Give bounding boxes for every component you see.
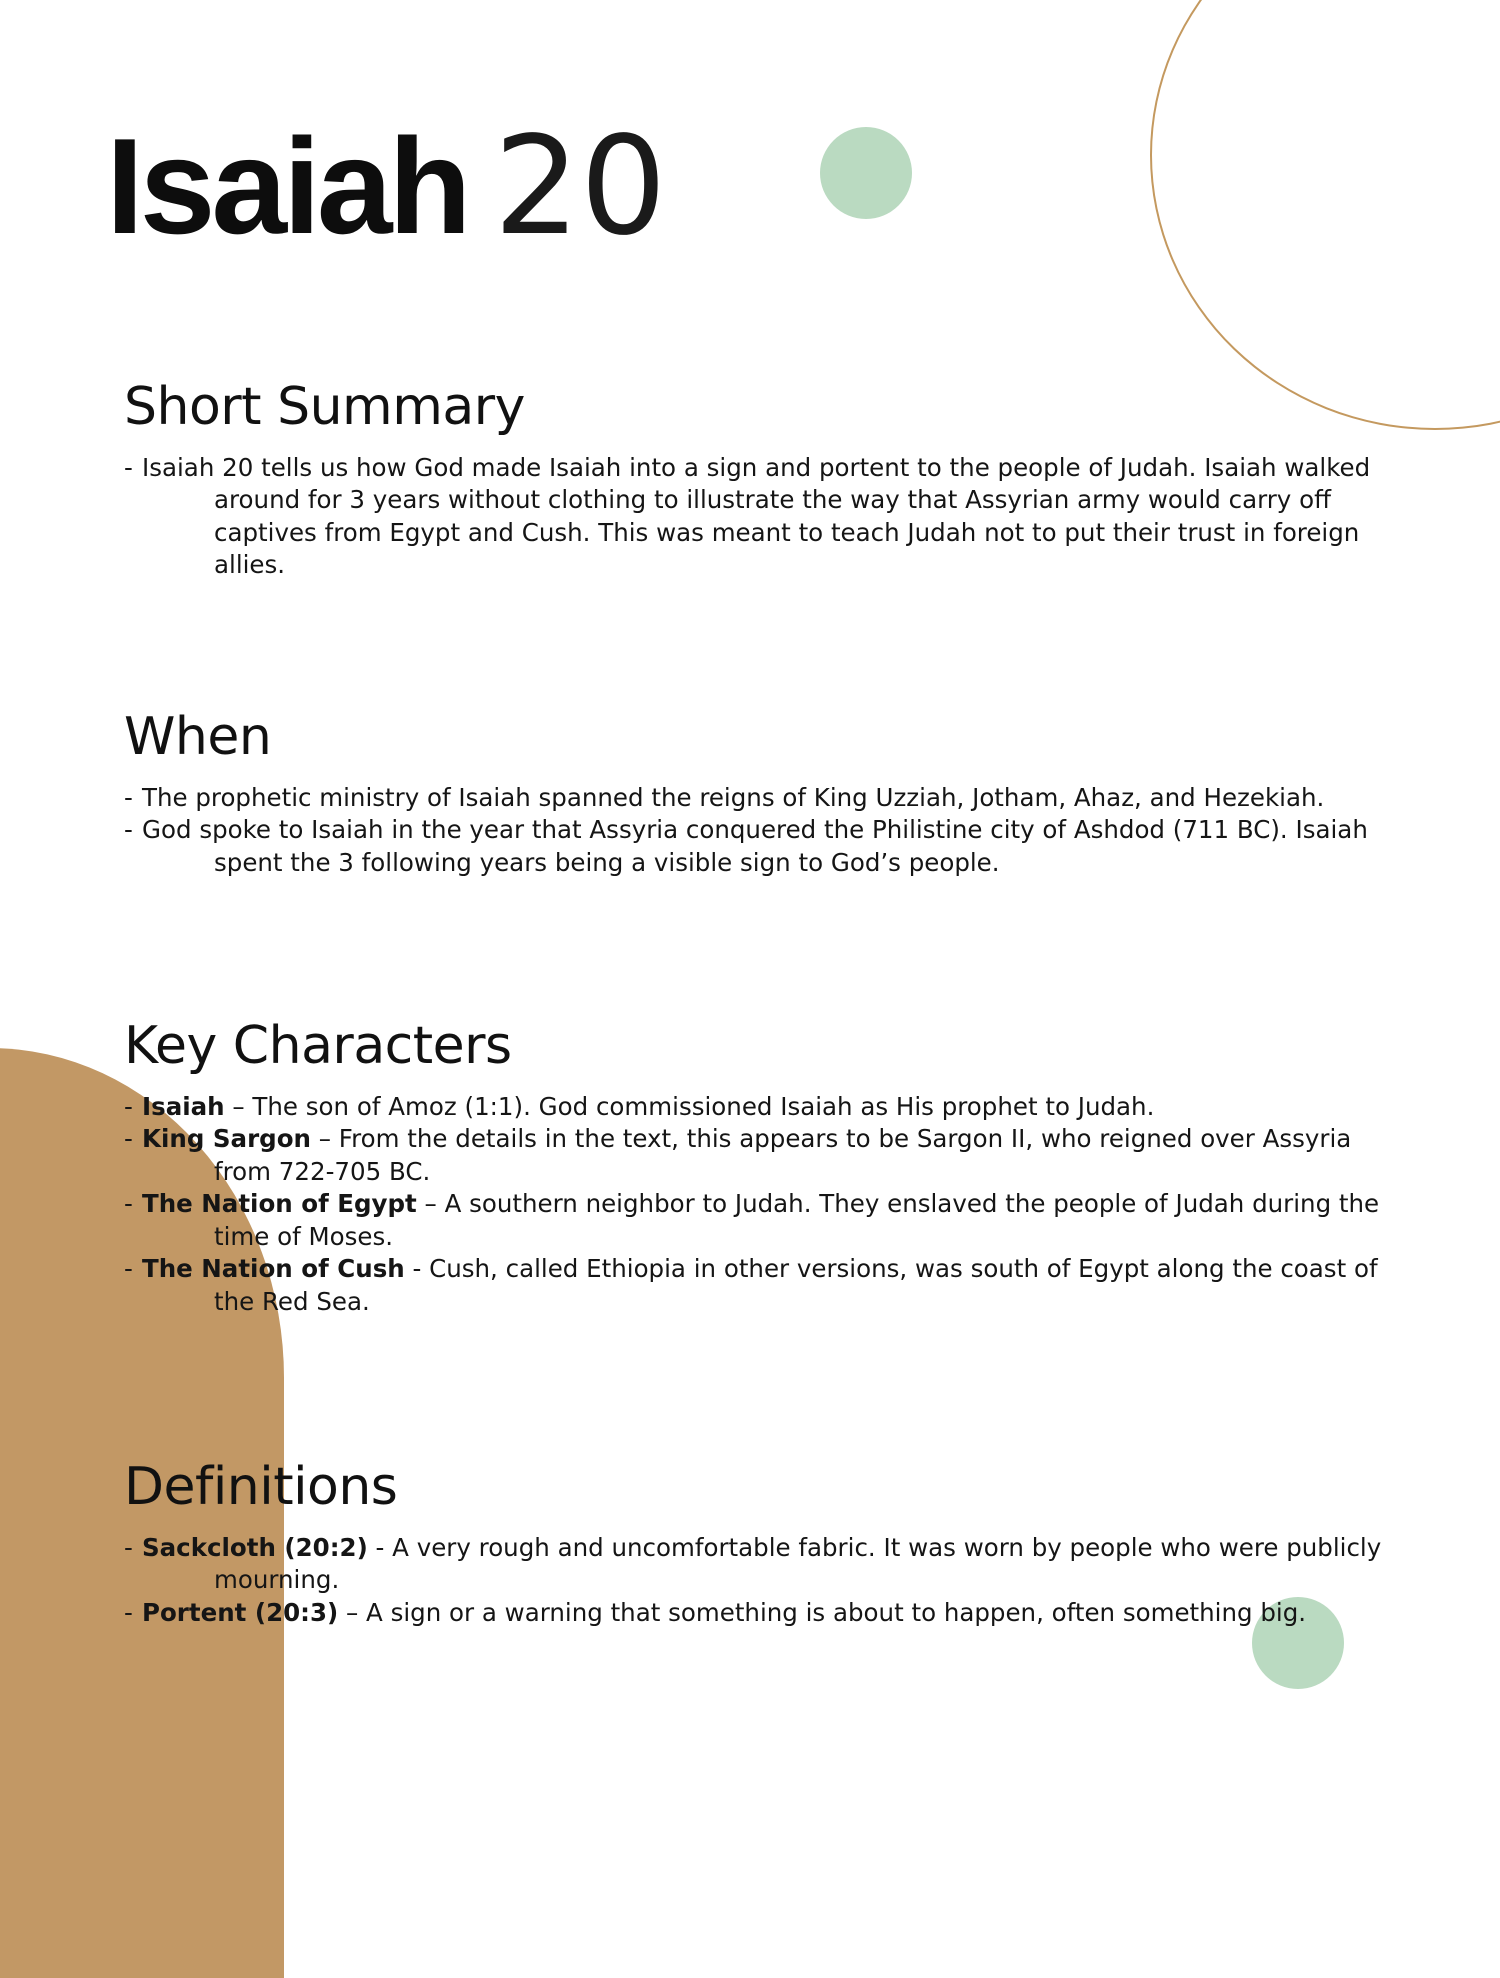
item-text: – A southern neighbor to Judah. They enslaved the people of Judah during the time of Moses.	[214, 1189, 1380, 1251]
summary-section	[124, 378, 1384, 582]
when-heading: When	[124, 707, 272, 767]
item-term: Portent (20:3)	[142, 1597, 339, 1627]
list-item: - The Nation of Egypt – A southern neighbor to Judah. They enslaved the people of Judah during the time of Moses.	[124, 1189, 1380, 1251]
item-text: – A sign or a warning that something is about to happen, often something big.	[338, 1597, 1307, 1627]
title-chapter-number: 20	[493, 108, 667, 266]
item-term: Sackcloth (20:2)	[142, 1532, 368, 1562]
item-term: King Sargon	[142, 1124, 311, 1154]
definitions-list	[124, 1532, 1384, 1630]
item-text: – From the details in the text, this appears to be Sargon II, who reigned over Assyria from 722-705 BC.	[214, 1124, 1352, 1186]
summary-heading: Short Summary	[124, 377, 525, 437]
definitions-heading: Definitions	[124, 1457, 398, 1517]
item-text: Isaiah 20 tells us how God made Isaiah into a sign and portent to the people of Judah. Isaiah walked around for 3 years without clothing to illustrate the way that Assyrian army would carry off captives from Egypt and Cush. This was meant to teach Judah not to put their trust in foreign allies.	[142, 452, 1371, 580]
list-item: - Isaiah 20 tells us how God made Isaiah into a sign and portent to the people of Judah. Isaiah walked around for 3 years without clothing to illustrate the way that Assyrian army would carry off captives from Egypt and Cush. This was meant to teach Judah not to put their trust in foreign allies.	[124, 452, 1371, 580]
characters-list	[124, 1091, 1384, 1319]
list-item: - Portent (20:3) – A sign or a warning that something is about to happen, often something big.	[124, 1597, 1307, 1627]
key-characters-section	[124, 1017, 1384, 1318]
summary-list	[124, 452, 1384, 582]
gold-circle-outline	[1150, 0, 1500, 430]
when-list	[124, 782, 1384, 880]
item-text: - Cush, called Ethiopia in other versions, was south of Egypt along the coast of the Red Sea.	[214, 1254, 1378, 1316]
list-item: - The Nation of Cush - Cush, called Ethiopia in other versions, was south of Egypt along the coast of the Red Sea.	[124, 1254, 1378, 1316]
key-characters-heading: Key Characters	[124, 1016, 512, 1076]
title-main: Isaiah	[106, 110, 468, 262]
page-title	[106, 108, 667, 266]
list-item: - Sackcloth (20:2) - A very rough and uncomfortable fabric. It was worn by people who were publicly mourning.	[124, 1532, 1382, 1595]
item-text: – The son of Amoz (1:1). God commissioned Isaiah as His prophet to Judah.	[224, 1091, 1155, 1121]
list-item: - The prophetic ministry of Isaiah spanned the reigns of King Uzziah, Jotham, Ahaz, and Hezekiah.	[124, 782, 1325, 812]
item-text: The prophetic ministry of Isaiah spanned the reigns of King Uzziah, Jotham, Ahaz, and Hezekiah.	[142, 782, 1325, 812]
item-text: - A very rough and uncomfortable fabric. It was worn by people who were publicly mourning.	[214, 1532, 1382, 1595]
mint-dot-top	[820, 127, 912, 219]
item-text: God spoke to Isaiah in the year that Assyria conquered the Philistine city of Ashdod (711 BC). Isaiah spent the 3 following years being a visible sign to God’s people.	[142, 815, 1368, 877]
definitions-section	[124, 1458, 1384, 1629]
item-term: The Nation of Cush	[142, 1254, 405, 1284]
item-term: Isaiah	[142, 1091, 225, 1121]
list-item: - Isaiah – The son of Amoz (1:1). God commissioned Isaiah as His prophet to Judah.	[124, 1091, 1155, 1121]
list-item: - King Sargon – From the details in the text, this appears to be Sargon II, who reigned over Assyria from 722-705 BC.	[124, 1124, 1352, 1186]
list-item: - God spoke to Isaiah in the year that Assyria conquered the Philistine city of Ashdod (711 BC). Isaiah spent the 3 following years being a visible sign to God’s people.	[124, 815, 1368, 877]
item-term: The Nation of Egypt	[142, 1189, 417, 1219]
when-section	[124, 708, 1384, 879]
